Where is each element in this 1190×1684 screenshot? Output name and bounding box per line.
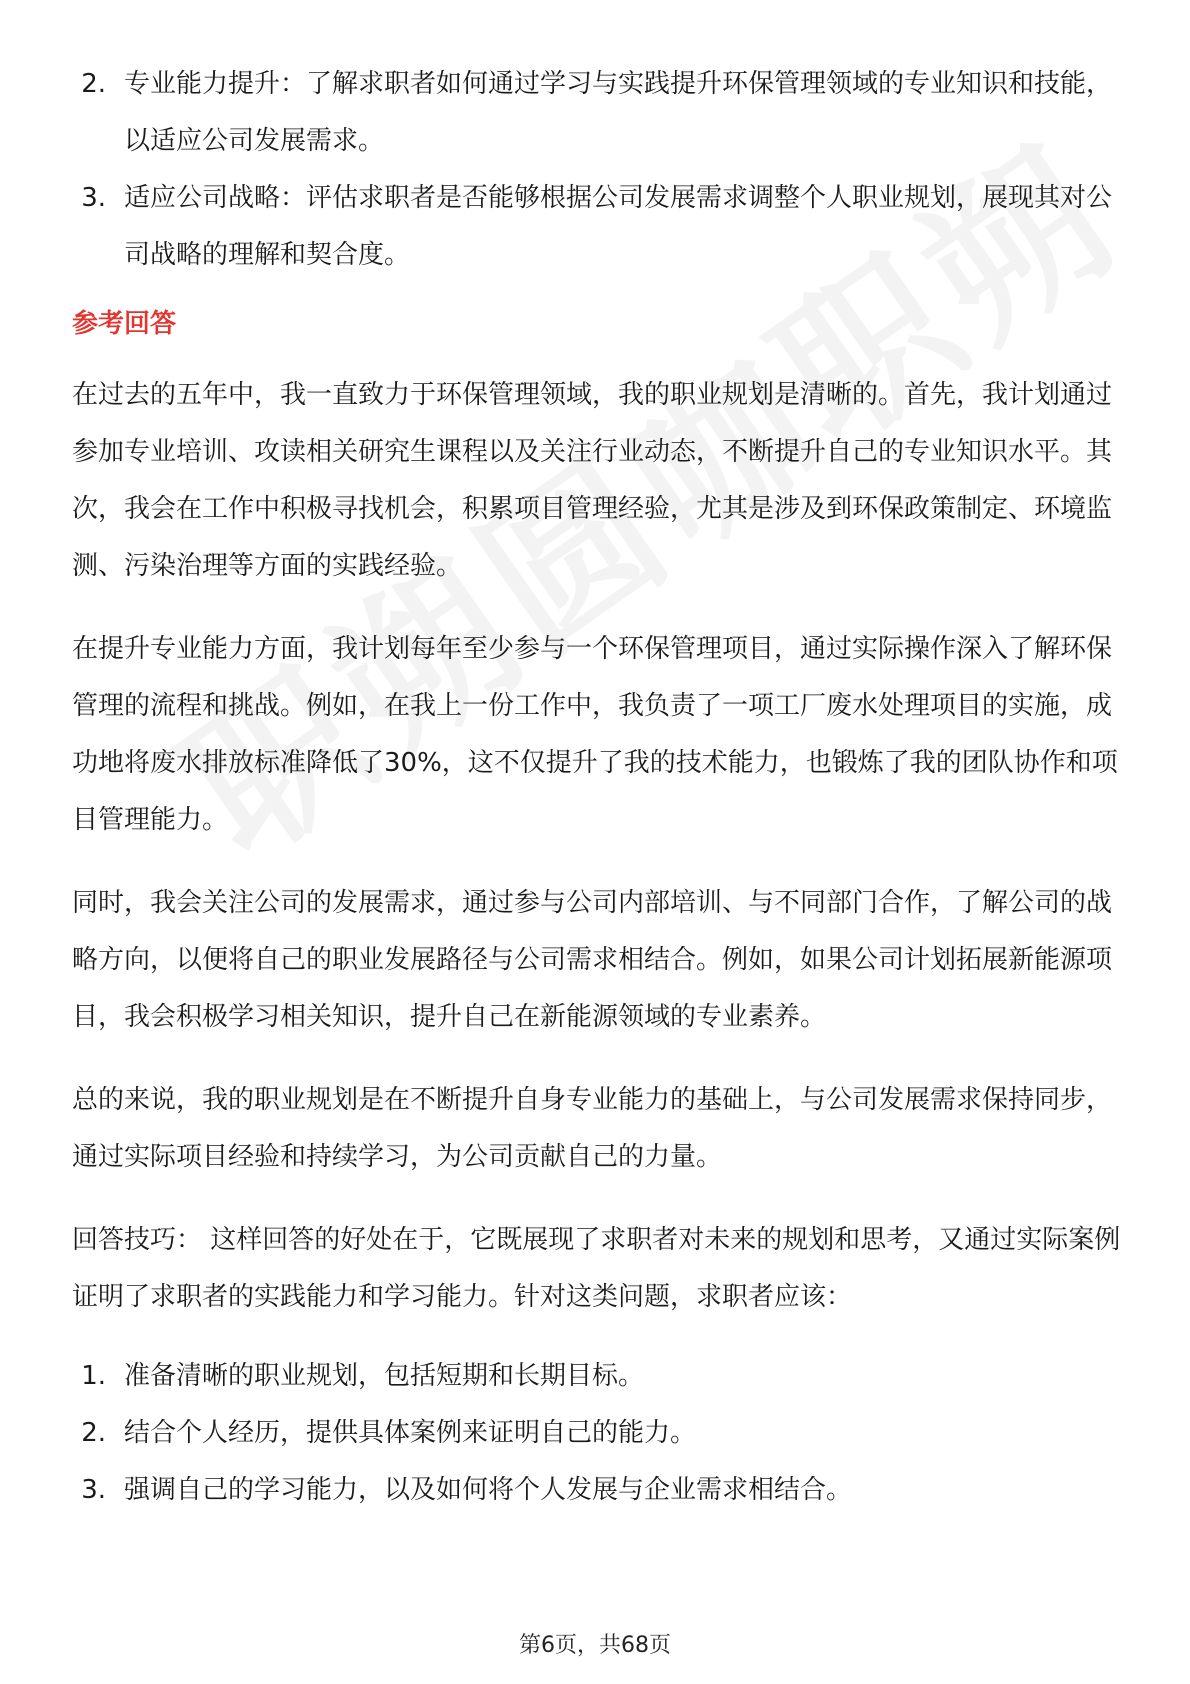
paragraph: 在提升专业能力方面，我计划每年至少参与一个环保管理项目，通过实际操作深入了解环保管理的流程和挑战。例如，在我上一份工作中，我负责了一项工厂废水处理项目的实施，成功地将废水排放标准降低了30%，这不仅提升了我的技术能力，也锻炼了我的团队协作和项目管理能力。 — [72, 634, 1118, 835]
top-numbered-list — [72, 56, 1122, 284]
list-item-text: 强调自己的学习能力，以及如何将个人发展与企业需求相结合。 — [124, 1475, 853, 1505]
list-item-number: 3. — [81, 1475, 106, 1505]
paragraph: 同时，我会关注公司的发展需求，通过参与公司内部培训、与不同部门合作，了解公司的战略方向，以便将自己的职业发展路径与公司需求相结合。例如，如果公司计划拓展新能源项目，我会积极学习相关知识，提升自己在新能源领域的专业素养。 — [72, 888, 1113, 1032]
page-content — [72, 56, 1122, 1519]
list-item-number: 2. — [81, 1418, 106, 1448]
page-number-footer: 第6页，共68页 — [519, 1633, 671, 1658]
list-item-text: 准备清晰的职业规划，包括短期和长期目标。 — [124, 1361, 645, 1391]
list-item-text: 专业能力提升：了解求职者如何通过学习与实践提升环保管理领域的专业知识和技能，以适应公司发展需求。 — [124, 69, 1113, 156]
answer-tips-paragraph: 回答技巧： 这样回答的好处在于，它既展现了求职者对未来的规划和思考，又通过实际案例证明了求职者的实践能力和学习能力。针对这类问题，求职者应该： — [72, 1225, 1121, 1312]
list-item-number: 3. — [81, 183, 106, 213]
list-item — [72, 56, 1122, 170]
list-item — [72, 1348, 1122, 1405]
list-item — [72, 1462, 1122, 1519]
list-item-text: 结合个人经历，提供具体案例来证明自己的能力。 — [124, 1418, 697, 1448]
list-item-number: 1. — [81, 1361, 106, 1391]
tips-numbered-list — [72, 1348, 1122, 1519]
list-item — [72, 170, 1122, 284]
list-item-number: 2. — [81, 69, 106, 99]
list-item-text: 适应公司战略：评估求职者是否能够根据公司发展需求调整个人职业规划，展现其对公司战略的理解和契合度。 — [124, 183, 1113, 270]
paragraph: 在过去的五年中，我一直致力于环保管理领域，我的职业规划是清晰的。首先，我计划通过参加专业培训、攻读相关研究生课程以及关注行业动态，不断提升自己的专业知识水平。其次，我会在工作中积极寻找机会，积累项目管理经验，尤其是涉及到环保政策制定、环境监测、污染治理等方面的实践经验。 — [72, 380, 1113, 581]
section-title: 参考回答 — [72, 309, 177, 339]
list-item — [72, 1405, 1122, 1462]
paragraph: 总的来说，我的职业规划是在不断提升自身专业能力的基础上，与公司发展需求保持同步，通过实际项目经验和持续学习，为公司贡献自己的力量。 — [72, 1085, 1113, 1172]
